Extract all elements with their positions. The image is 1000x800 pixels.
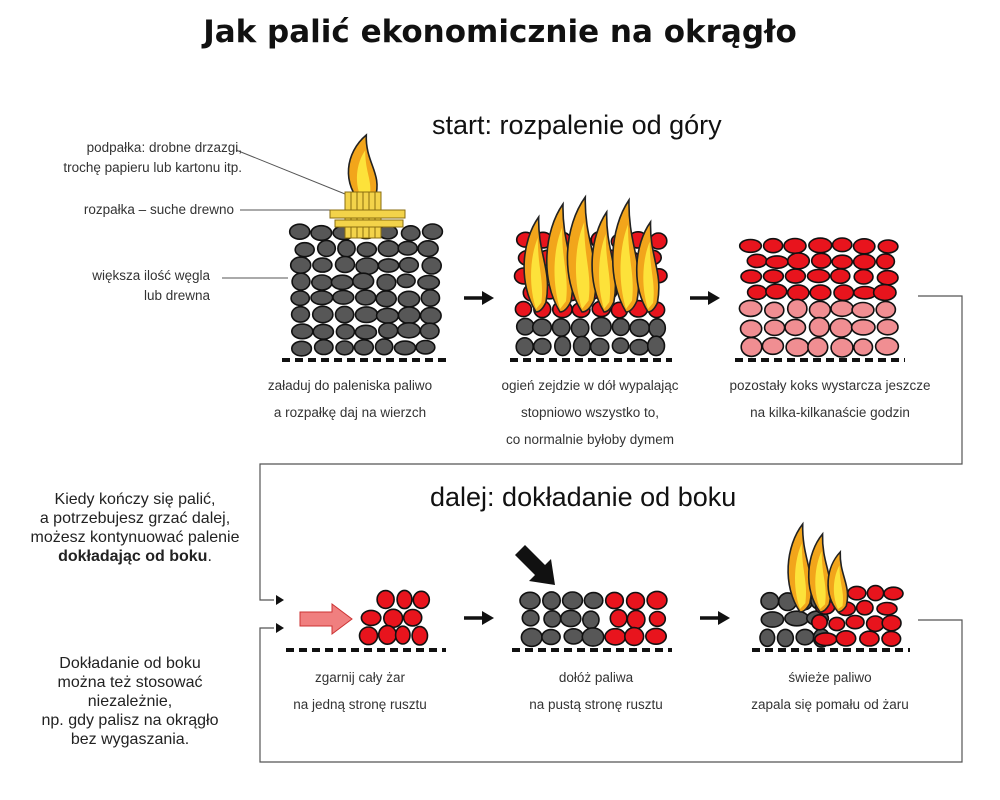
coal-stone (313, 258, 332, 272)
ember-light-stone (852, 320, 875, 335)
kindling-stick (335, 220, 403, 227)
coal-stone (291, 291, 309, 305)
coal-stone (423, 224, 443, 239)
coal-stone (520, 592, 540, 609)
ember-light-stone (876, 338, 899, 355)
ember-light-stone (876, 302, 895, 318)
ember-stone (647, 591, 667, 609)
coal-stone (292, 307, 310, 322)
coal-stone (796, 629, 814, 644)
ember-stone (882, 615, 901, 630)
ember-stone (646, 628, 666, 644)
ember-stone (784, 239, 806, 254)
connector-arrow-head (276, 623, 284, 633)
coal-stone (648, 336, 665, 355)
ember-stone (834, 285, 854, 300)
caption-line: zgarnij cały żar (314, 670, 406, 685)
coal-stone (564, 629, 583, 644)
coal-stone (582, 628, 603, 646)
ember-stone (610, 610, 627, 627)
side-note-line: możesz kontynuować palenie (30, 529, 240, 546)
coal-stone (543, 592, 560, 609)
ember-stone (829, 617, 845, 630)
coal-stone (378, 241, 398, 257)
coal-stone (785, 611, 809, 626)
caption-line: zapala się pomału od żaru (751, 697, 909, 712)
caption-step-4 (260, 664, 460, 718)
coal-stone (761, 593, 779, 610)
coal-stone (376, 339, 393, 355)
coal-stone (592, 317, 612, 336)
ember-stone (413, 591, 429, 608)
label-line: lub drewna (143, 288, 210, 303)
ember-stone (860, 631, 879, 646)
coal-stone (377, 274, 396, 290)
coal-stone (630, 319, 649, 336)
ember-stone (854, 270, 873, 284)
coal-stone (563, 592, 583, 609)
ember-stone (815, 633, 837, 646)
caption-line: na jedną stronę rusztu (293, 697, 427, 712)
coal-stone (398, 307, 419, 324)
ember-stone (884, 587, 903, 600)
caption-line: załaduj do paleniska paliwo (267, 378, 433, 393)
ember-stone (412, 627, 427, 645)
coal-stone (336, 306, 354, 322)
coal-stone (355, 340, 374, 355)
caption-line: dołóż paliwa (558, 670, 634, 685)
coal-stone (336, 341, 353, 355)
side-note-continue (10, 490, 260, 566)
ember-light-stone (785, 319, 805, 335)
coal-stone (400, 258, 419, 273)
coal-stone (398, 291, 419, 307)
section-side-heading: dalej: dokładanie od boku (430, 482, 737, 512)
coal-stone (591, 339, 609, 356)
coal-stone (356, 307, 378, 323)
ember-light-stone (854, 339, 873, 355)
caption-step-6 (730, 664, 930, 718)
ember-light-stone (830, 319, 852, 338)
kindling-stick (330, 210, 405, 218)
side-note-line: Kiedy kończy się palić, (54, 491, 216, 508)
ember-stone (846, 616, 864, 629)
ember-stone (605, 629, 626, 645)
coal-stone (552, 319, 569, 336)
caption-line: pozostały koks wystarcza jeszcze (729, 378, 931, 393)
step-arrow-head (708, 291, 720, 305)
coal-stone (584, 593, 602, 609)
coal-stone (612, 319, 629, 336)
ember-stone (606, 592, 624, 608)
ember-stone (748, 285, 767, 299)
ember-light-stone (808, 338, 828, 357)
ember-stone (360, 627, 378, 645)
coal-stone (416, 341, 435, 354)
ember-stone (627, 610, 645, 628)
ember-stone (384, 609, 403, 627)
coal-stone (542, 630, 560, 645)
ember-stone (810, 285, 831, 300)
coal-stone (760, 629, 775, 646)
ember-stone (836, 631, 855, 646)
coal-stone (418, 276, 439, 290)
side-note-line: bez wygaszania. (70, 731, 190, 748)
coal-stone (649, 319, 665, 338)
coal-stone (517, 318, 534, 334)
ember-stone (882, 631, 901, 646)
coal-stone (315, 340, 333, 355)
coal-stone (422, 257, 441, 274)
ember-light-stone (831, 338, 853, 357)
coal-stone (318, 240, 336, 256)
coal-stone (356, 290, 376, 305)
ember-light-stone (877, 319, 898, 334)
side-note-line: np. gdy palisz na okrągło (41, 712, 219, 729)
ember-stone (878, 240, 898, 253)
add-fuel-arrow (515, 545, 555, 585)
coal-stone (336, 257, 355, 273)
ember-stone (833, 238, 852, 252)
ember-stone (877, 603, 897, 615)
ember-stone (867, 586, 883, 601)
ember-stone (740, 240, 762, 253)
side-note-line (10, 547, 260, 566)
caption-step-2 (490, 372, 690, 453)
coal-stone (311, 291, 333, 305)
coal-stone (338, 240, 355, 257)
coal-stone (555, 336, 571, 355)
ember-light-stone (786, 338, 808, 356)
step-arrow-head (718, 611, 730, 625)
coal-stone (357, 243, 376, 257)
coal-stone (377, 308, 399, 323)
coal-stone (312, 275, 332, 290)
step-arrow-head (482, 291, 494, 305)
caption-line: ogień zejdzie w dół wypalając (501, 378, 679, 393)
coal-stone (521, 628, 542, 646)
ember-light-stone (741, 320, 762, 337)
ember-light-stone (762, 338, 783, 355)
ember-stone (854, 254, 876, 269)
coal-stone (612, 338, 628, 353)
coal-stone (378, 259, 398, 272)
ember-stone (831, 269, 850, 283)
coal-stone (376, 291, 396, 307)
ember-stone (764, 239, 783, 253)
page-title: Jak palić ekonomicznie na okrągło (203, 14, 797, 50)
ember-stone (854, 239, 875, 254)
ember-light-stone (852, 303, 874, 318)
coal-stone (398, 323, 420, 338)
ember-stone (877, 271, 898, 285)
caption-line: świeże paliwo (788, 670, 872, 685)
ember-stone (515, 302, 531, 317)
side-note-line: można też stosować (57, 674, 203, 691)
connector-arrow-head (276, 595, 284, 605)
side-note-line: a potrzebujesz grzać dalej, (39, 510, 231, 527)
coal-stone (313, 306, 333, 322)
coal-stone (418, 241, 438, 257)
side-note-line: niezależnie, (87, 693, 173, 710)
ember-stone (812, 615, 827, 630)
ember-light-stone (810, 301, 831, 318)
ember-stone (764, 270, 784, 283)
coal-stone (290, 224, 310, 239)
ember-stone (747, 254, 766, 267)
coal-stone (353, 273, 374, 289)
label-kindling-wood (84, 200, 234, 220)
ember-stone (404, 610, 422, 626)
ember-stone (788, 253, 810, 269)
ember-stone (809, 238, 832, 253)
coal-stone (395, 341, 416, 355)
ember-stone (848, 586, 866, 599)
ember-stone (788, 285, 809, 300)
side-note-independent (5, 654, 255, 749)
ember-stone (650, 612, 666, 627)
ember-stone (857, 601, 873, 615)
ember-light-stone (810, 318, 830, 337)
caption-line: na kilka-kilkanaście godzin (750, 405, 910, 420)
coal-stone (522, 610, 539, 625)
ember-light-stone (765, 302, 784, 318)
coal-stone (356, 258, 378, 274)
ember-stone (396, 626, 410, 644)
label-line: rozpałka – suche drewno (83, 202, 234, 217)
coal-stone (295, 243, 314, 257)
side-note-bold: dokładając od boku (58, 548, 208, 565)
leader-line (236, 150, 350, 196)
label-line: podpałka: drobne drzazgi, (86, 140, 242, 155)
side-note-line: Dokładanie od boku (59, 655, 201, 672)
caption-step-5 (496, 664, 696, 718)
label-line: trochę papieru lub kartonu itp. (63, 160, 242, 175)
coal-stone (333, 291, 354, 305)
coal-stone (402, 226, 420, 241)
push-arrow (300, 604, 352, 634)
ember-light-stone (741, 338, 762, 357)
coal-stone (379, 323, 398, 338)
ember-stone (832, 255, 852, 268)
ember-stone (812, 253, 831, 268)
label-fuel (92, 266, 210, 306)
step-arrow-head (482, 611, 494, 625)
coal-stone (574, 336, 591, 355)
caption-line: a rozpałkę daj na wierzch (273, 405, 427, 420)
label-line: większa ilość węgla (92, 268, 210, 283)
coal-stone (533, 319, 552, 336)
coal-stone (398, 241, 417, 255)
side-note-tail: . (207, 548, 212, 565)
coal-stone (561, 610, 581, 626)
caption-line: co normalnie byłoby dymem (505, 432, 675, 447)
section-start-heading: start: rozpalenie od góry (432, 110, 722, 140)
caption-line: stopniowo wszystko to, (520, 405, 660, 420)
ember-stone (786, 269, 806, 283)
coal-stone (761, 612, 783, 627)
coal-stone (421, 308, 442, 324)
caption-step-1 (250, 372, 450, 426)
coal-stone (544, 611, 561, 627)
coal-stone (292, 273, 310, 290)
ember-stone (625, 628, 644, 646)
ember-stone (867, 616, 884, 631)
coal-stone (313, 324, 333, 339)
label-kindling-small (63, 138, 242, 178)
ember-stone (766, 256, 788, 268)
ember-stone (361, 610, 380, 625)
coal-stone (420, 323, 439, 339)
ember-stone (741, 270, 761, 283)
coal-stone (534, 339, 551, 355)
coal-stone (516, 338, 533, 356)
ember-stone (877, 254, 895, 269)
ember-light-stone (831, 301, 853, 317)
ember-stone (397, 590, 412, 608)
ember-stone (808, 270, 830, 283)
ember-stone (766, 284, 787, 299)
coal-stone (630, 340, 648, 355)
caption-step-3 (720, 372, 940, 426)
coal-stone (331, 275, 353, 289)
ember-stone (874, 285, 896, 301)
ember-stone (627, 593, 645, 610)
ember-light-stone (765, 320, 785, 335)
coal-stone (292, 324, 313, 339)
coal-stone (336, 324, 354, 339)
coal-stone (778, 629, 794, 646)
coal-stone (571, 319, 588, 337)
coal-stone (583, 611, 599, 628)
ember-light-stone (788, 299, 807, 317)
ember-light-stone (739, 300, 761, 316)
coal-stone (292, 341, 312, 356)
coal-stone (311, 226, 332, 241)
coal-stone (291, 257, 311, 273)
caption-line: na pustą stronę rusztu (529, 697, 663, 712)
coal-stone (355, 325, 376, 339)
ember-stone (377, 591, 394, 609)
coal-stone (397, 274, 415, 287)
ember-stone (379, 626, 397, 645)
coal-stone (421, 290, 439, 306)
